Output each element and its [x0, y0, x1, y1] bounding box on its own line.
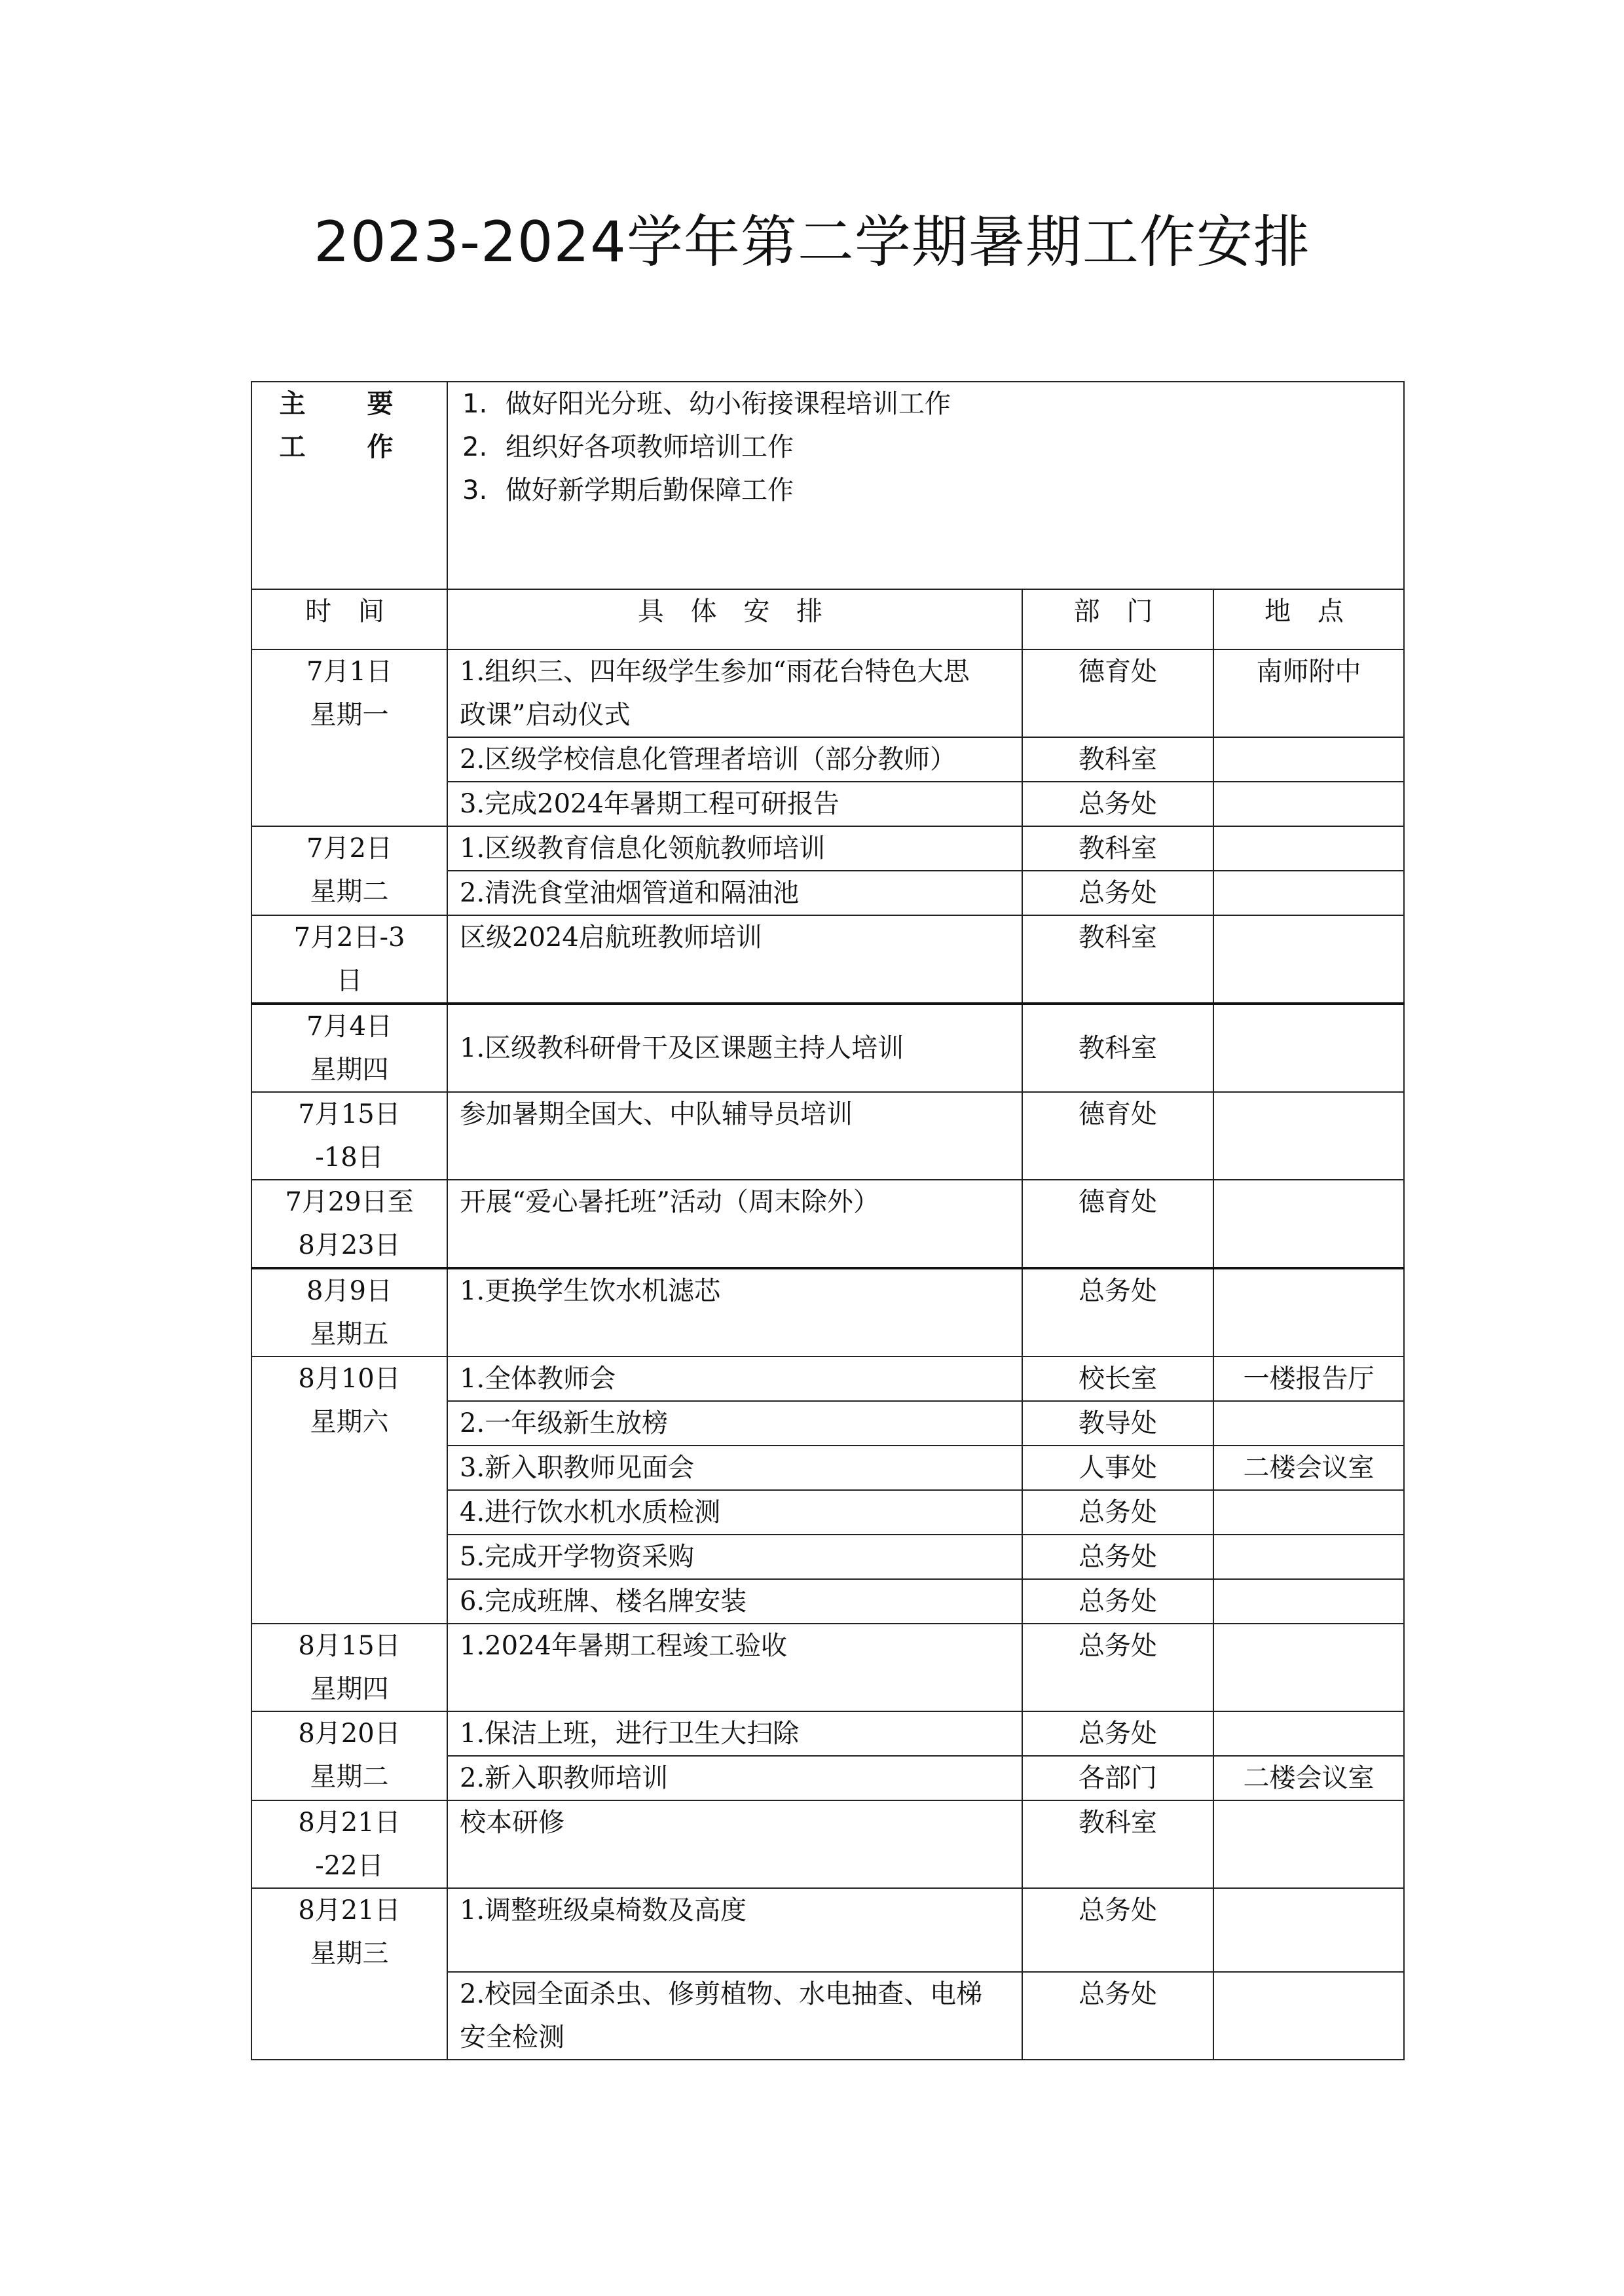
task-cell: 5.完成开学物资采购: [447, 1535, 1022, 1579]
location-cell: [1213, 782, 1404, 826]
location-cell: [1213, 1711, 1404, 1756]
main-work-label-line2: 工 作: [279, 432, 420, 462]
dept-cell: 人事处: [1022, 1446, 1213, 1490]
date-cell: 8月15日 星期四: [251, 1624, 447, 1711]
main-work-item: 2. 组织好各项教师培训工作: [462, 432, 794, 462]
task-cell: 4.进行饮水机水质检测: [447, 1490, 1022, 1535]
main-work-label: [251, 382, 447, 589]
location-cell: [1213, 1092, 1404, 1180]
table-row: [251, 1268, 1404, 1357]
location-cell: [1213, 1490, 1404, 1535]
task-cell: 2.新入职教师培训: [447, 1756, 1022, 1800]
task-cell: 开展“爱心暑托班”活动（周末除外）: [447, 1180, 1022, 1268]
page-title: 2023-2024学年第二学期暑期工作安排: [314, 210, 1310, 275]
table-row: [251, 1624, 1404, 1711]
task-cell: 2.区级学校信息化管理者培训（部分教师）: [447, 737, 1022, 782]
location-cell: [1213, 1268, 1404, 1357]
main-work-item: 1. 做好阳光分班、幼小衔接课程培训工作: [462, 389, 951, 419]
task-cell: 3.完成2024年暑期工程可研报告: [447, 782, 1022, 826]
location-cell: [1213, 737, 1404, 782]
location-cell: 一楼报告厅: [1213, 1357, 1404, 1401]
table-row: [251, 1800, 1404, 1888]
location-cell: [1213, 826, 1404, 871]
table-row: [251, 1711, 1404, 1756]
table-row: [251, 1180, 1404, 1268]
dept-cell: 德育处: [1022, 1092, 1213, 1180]
header-time: 时 间: [251, 589, 447, 649]
task-cell: 1.区级教育信息化领航教师培训: [447, 826, 1022, 871]
dept-cell: 教科室: [1022, 737, 1213, 782]
task-cell: 1.2024年暑期工程竣工验收: [447, 1624, 1022, 1711]
dept-cell: 教科室: [1022, 826, 1213, 871]
task-cell: 3.新入职教师见面会: [447, 1446, 1022, 1490]
location-cell: 二楼会议室: [1213, 1446, 1404, 1490]
main-work-item: 3. 做好新学期后勤保障工作: [462, 475, 794, 505]
task-cell: 6.完成班牌、楼名牌安装: [447, 1579, 1022, 1624]
dept-cell: 总务处: [1022, 1972, 1213, 2060]
location-cell: [1213, 1535, 1404, 1579]
location-cell: [1213, 1401, 1404, 1446]
table-row: [251, 1357, 1404, 1401]
task-cell: 2.清洗食堂油烟管道和隔油池: [447, 871, 1022, 915]
task-cell: 校本研修: [447, 1800, 1022, 1888]
location-cell: [1213, 915, 1404, 1004]
table-row: [251, 1004, 1404, 1092]
task-cell: 参加暑期全国大、中队辅导员培训: [447, 1092, 1022, 1180]
dept-cell: 总务处: [1022, 1490, 1213, 1535]
table-row: [251, 1092, 1404, 1180]
date-cell: 8月20日 星期二: [251, 1711, 447, 1800]
date-cell: 7月2日 星期二: [251, 826, 447, 915]
dept-cell: 总务处: [1022, 1624, 1213, 1711]
date-cell: 7月1日 星期一: [251, 649, 447, 826]
date-cell: 8月9日 星期五: [251, 1268, 447, 1357]
dept-cell: 德育处: [1022, 649, 1213, 737]
location-cell: [1213, 1180, 1404, 1268]
location-cell: [1213, 1888, 1404, 1972]
table-row: [251, 1888, 1404, 1972]
dept-cell: 总务处: [1022, 782, 1213, 826]
dept-cell: 校长室: [1022, 1357, 1213, 1401]
schedule-table: [251, 381, 1405, 2060]
table-header: [251, 589, 1404, 649]
dept-cell: 总务处: [1022, 1268, 1213, 1357]
dept-cell: 教科室: [1022, 1800, 1213, 1888]
dept-cell: 总务处: [1022, 1535, 1213, 1579]
table-row: [251, 826, 1404, 871]
task-cell: 1.组织三、四年级学生参加“雨花台特色大思 政课”启动仪式: [447, 649, 1022, 737]
date-cell: 8月21日 -22日: [251, 1800, 447, 1888]
location-cell: 南师附中: [1213, 649, 1404, 737]
location-cell: [1213, 871, 1404, 915]
dept-cell: 各部门: [1022, 1756, 1213, 1800]
location-cell: [1213, 1624, 1404, 1711]
dept-cell: 德育处: [1022, 1180, 1213, 1268]
date-cell: 7月15日 -18日: [251, 1092, 447, 1180]
dept-cell: 总务处: [1022, 1579, 1213, 1624]
task-cell: 2.校园全面杀虫、修剪植物、水电抽查、电梯 安全检测: [447, 1972, 1022, 2060]
location-cell: [1213, 1972, 1404, 2060]
location-cell: [1213, 1004, 1404, 1092]
location-cell: 二楼会议室: [1213, 1756, 1404, 1800]
task-cell: 1.全体教师会: [447, 1357, 1022, 1401]
dept-cell: 教导处: [1022, 1401, 1213, 1446]
dept-cell: 总务处: [1022, 1888, 1213, 1972]
location-cell: [1213, 1579, 1404, 1624]
task-cell: 1.保洁上班，进行卫生大扫除: [447, 1711, 1022, 1756]
task-cell: 区级2024启航班教师培训: [447, 915, 1022, 1004]
table-row: [251, 915, 1404, 1004]
table-row: [251, 649, 1404, 737]
dept-cell: 教科室: [1022, 1004, 1213, 1092]
task-cell: 1.调整班级桌椅数及高度: [447, 1888, 1022, 1972]
main-work-label-line1: 主 要: [279, 389, 420, 419]
header-location: 地 点: [1213, 589, 1404, 649]
main-work-row: [251, 382, 1404, 589]
header-arrangement: 具 体 安 排: [447, 589, 1022, 649]
dept-cell: 总务处: [1022, 1711, 1213, 1756]
date-cell: 8月21日 星期三: [251, 1888, 447, 2060]
date-cell: 7月29日至 8月23日: [251, 1180, 447, 1268]
date-cell: 7月4日 星期四: [251, 1004, 447, 1092]
location-cell: [1213, 1800, 1404, 1888]
dept-cell: 教科室: [1022, 915, 1213, 1004]
date-cell: 7月2日-3 日: [251, 915, 447, 1004]
header-dept: 部 门: [1022, 589, 1213, 649]
date-cell: 8月10日 星期六: [251, 1357, 447, 1624]
task-cell: 1.区级教科研骨干及区课题主持人培训: [447, 1004, 1022, 1092]
main-work-list: [447, 382, 1404, 589]
task-cell: 1.更换学生饮水机滤芯: [447, 1268, 1022, 1357]
task-cell: 2.一年级新生放榜: [447, 1401, 1022, 1446]
dept-cell: 总务处: [1022, 871, 1213, 915]
